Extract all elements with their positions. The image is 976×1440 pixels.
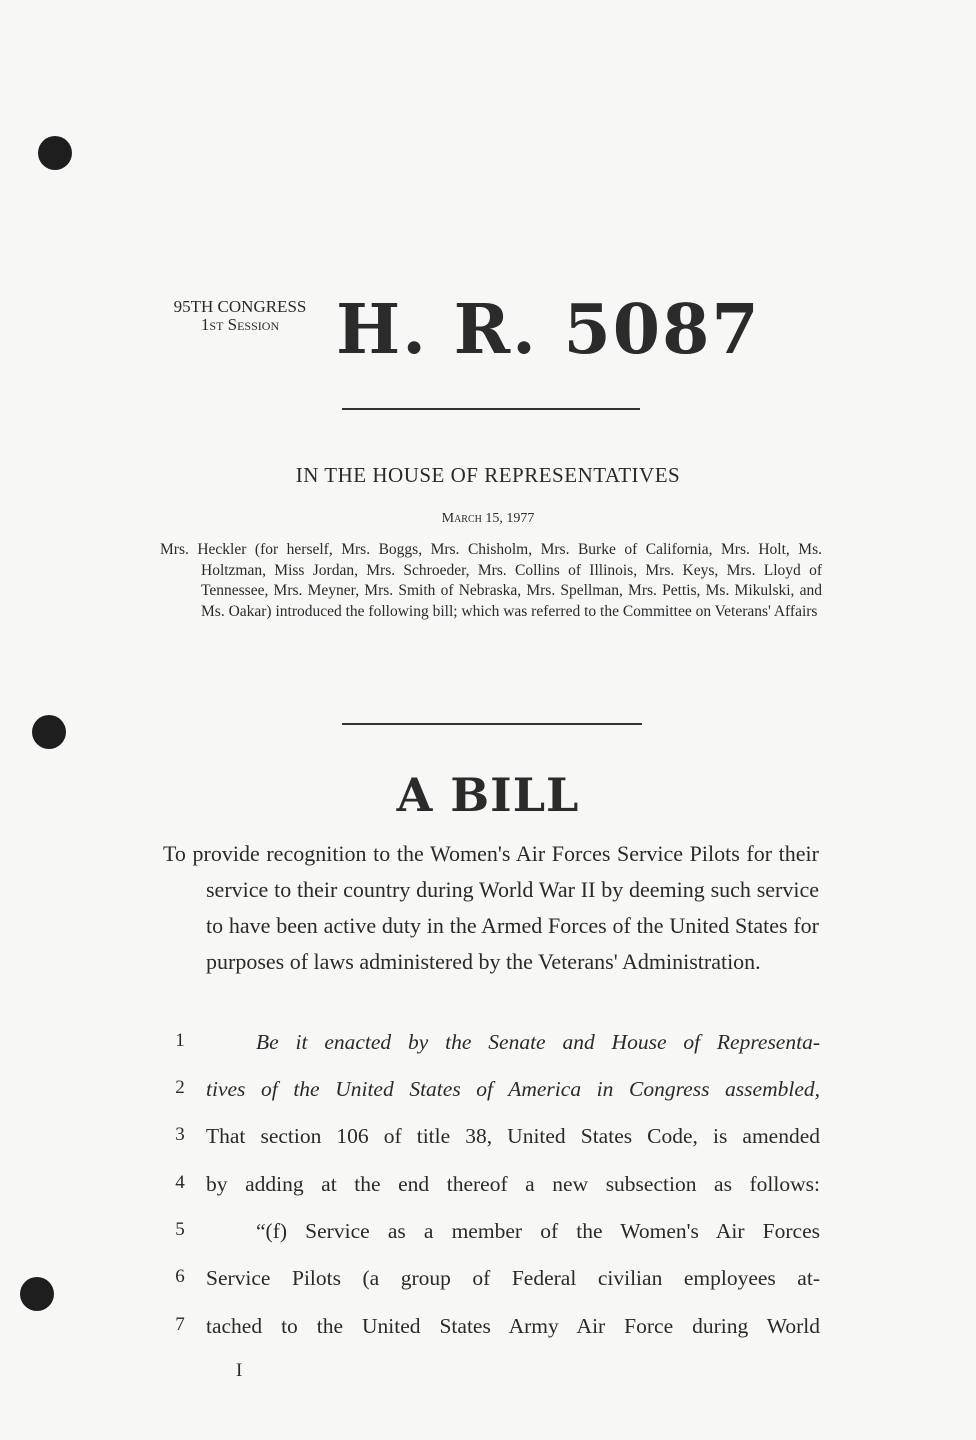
bill-line xyxy=(160,1077,820,1107)
bill-line xyxy=(160,1030,820,1060)
punch-hole xyxy=(20,1277,54,1311)
line-text: “(f) Service as a member of the Women's Air Forces xyxy=(256,1219,820,1243)
bill-line xyxy=(160,1219,820,1249)
line-number: 4 xyxy=(175,1172,185,1193)
bill-line xyxy=(160,1172,820,1202)
line-number: 5 xyxy=(175,1219,185,1240)
bill-line xyxy=(160,1266,820,1296)
bill-heading: A BILL xyxy=(396,768,580,822)
line-text: Be it enacted by the Senate and House of Representa- xyxy=(256,1030,820,1054)
line-text: That section 106 of title 38, United States Code, is amended xyxy=(206,1124,820,1148)
session-label: 1st Session xyxy=(200,315,280,334)
chamber-heading: IN THE HOUSE OF REPRESENTATIVES xyxy=(295,463,681,487)
punch-hole xyxy=(38,136,72,170)
footer-mark: I xyxy=(236,1360,243,1381)
line-text: tached to the United States Army Air Force during World xyxy=(206,1314,820,1338)
bill-number: H. R. 5087 xyxy=(336,290,761,370)
line-text: by adding at the end thereof a new subsection as follows: xyxy=(206,1172,820,1196)
punch-hole xyxy=(32,715,66,749)
bill-line xyxy=(160,1314,820,1344)
line-number: 6 xyxy=(175,1266,185,1287)
line-text: Service Pilots (a group of Federal civilian employees at- xyxy=(206,1266,820,1290)
purpose-text: To provide recognition to the Women's Air Forces Service Pilots for their service to their country during World War II by deeming such service to have been active duty in the Armed Forces of the United States for purposes of laws administered by the Veterans' Administration. xyxy=(163,841,819,974)
bill-purpose xyxy=(163,836,819,980)
congress-label: 95TH CONGRESS xyxy=(173,297,307,316)
sponsors-text: Mrs. Heckler (for herself, Mrs. Boggs, Mrs. Chisholm, Mrs. Burke of California, Mrs. Holt, Ms. Holtzman, Miss Jordan, Mrs. Schroeder, Mrs. Collins of Illinois, Mrs. Keys, Mrs. Lloyd of Tennessee, Mrs. Meyner, Mrs. Smith of Nebraska, Mrs. Spellman, Mrs. Pettis, Ms. Mikulski, and Ms. Oakar) introduced the following bill; which was referred to the Committee on Veterans' Affairs xyxy=(160,541,822,620)
introduction-date: March 15, 1977 xyxy=(441,511,535,526)
line-text: tives of the United States of America in Congress assembled, xyxy=(206,1077,820,1101)
congress-session xyxy=(160,298,320,334)
sponsors-paragraph xyxy=(160,540,822,622)
divider xyxy=(342,723,642,725)
bill-line xyxy=(160,1124,820,1154)
line-number: 7 xyxy=(175,1314,185,1335)
line-number: 1 xyxy=(175,1030,185,1051)
line-number: 3 xyxy=(175,1124,185,1145)
line-number: 2 xyxy=(175,1077,185,1098)
divider xyxy=(342,408,640,410)
